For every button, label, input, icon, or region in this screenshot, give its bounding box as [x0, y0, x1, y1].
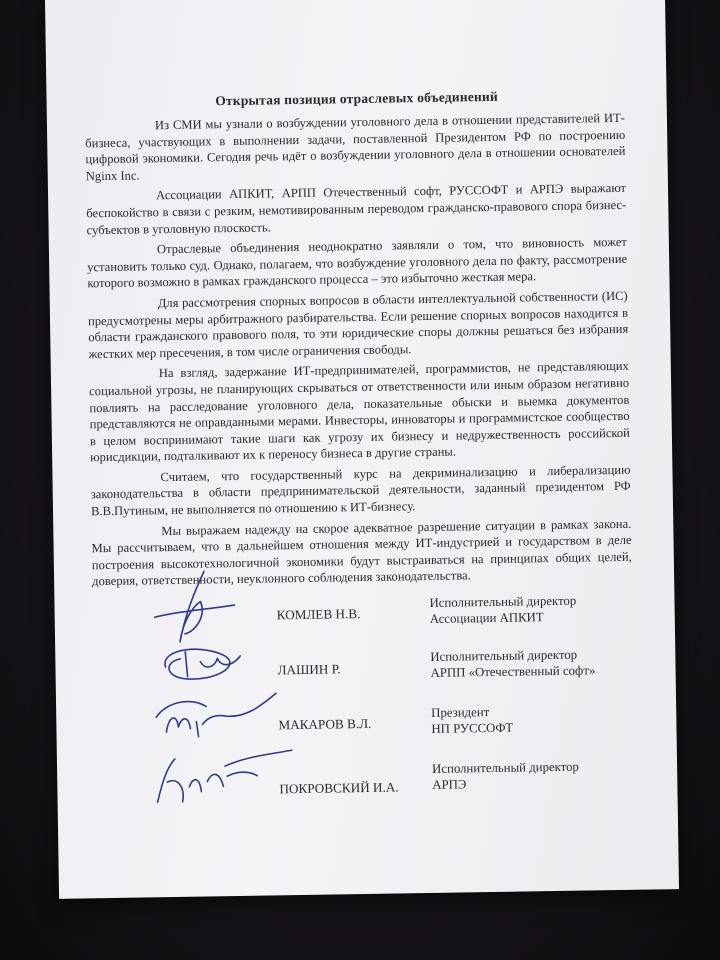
signatory-role-4	[432, 759, 579, 793]
signatory-role-2	[430, 646, 595, 681]
signatory-role-2-line1: Исполнительный директор	[430, 647, 578, 664]
paragraph-5: На взгляд, задержание ИТ-предпринимателей, программистов, не представляющих социальной угрозы, не планирующих скрываться от ответственности или иным образом негативно повлиять на расследование уголовного дела, показательные обыски и выемка документов представляются не оправданными мерами. Инвесторы, инноваторы и программистское сообщество в целом воспринимают такие шаги как угрозу их бизнесу и недружественность российской юрисдикции, подталкивают их к переносу бизнеса в другие страны.	[89, 359, 630, 465]
signatory-role-2-line2: АРПП «Отечественный софт»	[430, 663, 596, 680]
signatory-name-4: ПОКРОВСКИЙ И.А.	[279, 779, 399, 797]
signatory-role-3-line1: Президент	[431, 705, 490, 720]
paragraph-2: Ассоциации АПКИТ, АРПП Отечественный софт, РУССОФТ и АРПЭ выражают беспокойство в связи с резким, немотивированным переводом гражданско-правового спора бизнес-субъектов в уголовную плоскость.	[86, 181, 627, 237]
signatory-role-1-line1: Исполнительный директор	[429, 593, 577, 610]
signature-pokrovsky	[137, 745, 298, 818]
paragraph-7: Мы выражаем надежду на скорое адекватное разрешение ситуации в рамках закона. Мы рассчитываем, что в дальнейшем отношения между ИТ-индустрией и государством в деле построения высокотехнологичной экономики будут выстраиваться на принципах общих целей, доверия, ответственности, неуклонного соблюдения законодательства.	[91, 516, 632, 589]
signatory-name-1: КОМЛЕВ Н.В.	[276, 606, 361, 623]
paragraph-1: Из СМИ мы узнали о возбуждении уголовного дела в отношении представителей ИТ-бизнеса, участвующих в выполнении задачи, поставленной Президентом РФ по построению цифровой экономики. Сегодня речь идёт о возбуждении уголовного дела в отношении основателей Nginx Inc.	[85, 110, 626, 184]
signatory-name-2: ЛАШИН Р.	[277, 661, 341, 678]
signatory-role-3	[431, 704, 513, 737]
signatory-role-4-line1: Исполнительный директор	[432, 759, 579, 776]
paragraph-4: Для рассмотрения спорных вопросов в области интеллектуальной собственности (ИС) предусмотрены меры арбитражного разбирательства. Если решение спорных вопросов находится в области гражданского правового поля, то эти юридические споры должны решаться без избрания жестких мер пресечения, в том числе ограничения свободы.	[87, 288, 629, 362]
paragraph-3: Отраслевые объединения неоднократно заявляли о том, что виновность может установить только суд. Однако, полагаем, что возбуждение уголовного дела по факту, рассмотрение которого возможно в рамках гражданского процесса – это избыточно жесткая мера.	[87, 234, 628, 291]
signatory-role-4-line2: АРПЭ	[432, 777, 467, 792]
paragraph-6: Считаем, что государственный курс на декриминализацию и либерализацию законодательства в области предпринимательской деятельности, заданный президентом РФ В.В.Путиным, не выполняется по отношению к ИТ-бизнесу.	[90, 462, 631, 519]
signature-makarov	[136, 685, 287, 747]
document-title: Открытая позиция отраслевых объединений	[215, 88, 499, 109]
signatures-block	[45, 0, 679, 899]
signatory-name-3: МАКАРОВ В.Л.	[278, 715, 372, 733]
signatory-role-1-line2: Ассоциации АПКИТ	[429, 610, 544, 626]
signatory-role-1	[429, 593, 576, 627]
letter-page	[45, 0, 679, 899]
signatory-role-3-line2: НП РУССОФТ	[431, 720, 514, 736]
